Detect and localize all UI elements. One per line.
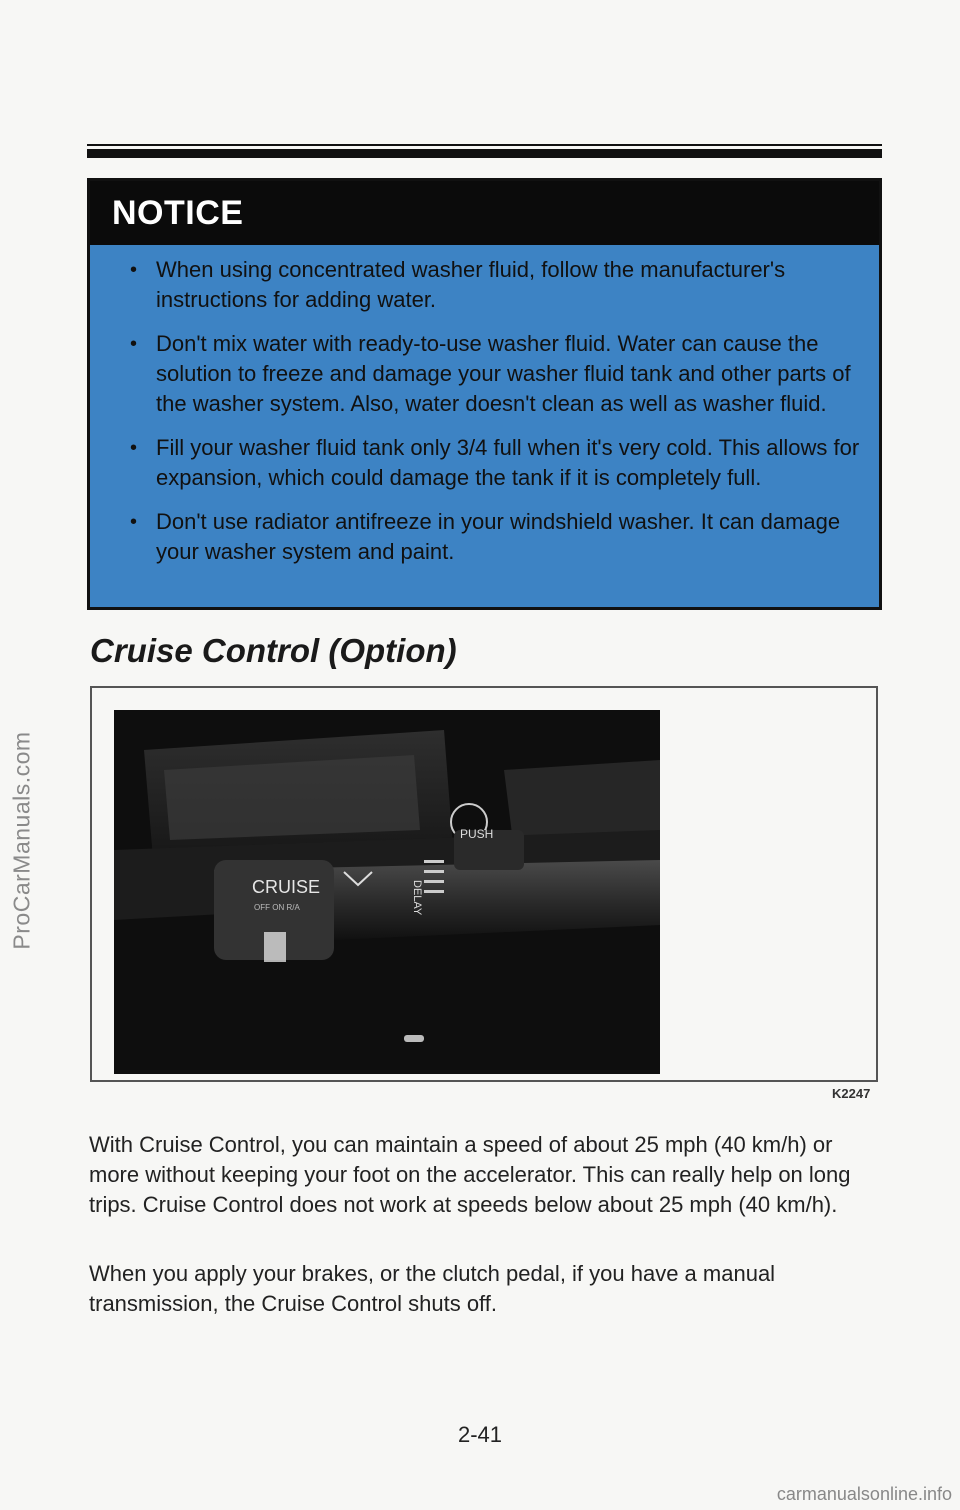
bullet-icon: • bbox=[130, 437, 138, 459]
body-paragraph-2: When you apply your brakes, or the clutch pedal, if you have a manual transmission, the Cruise Control shuts off. bbox=[89, 1261, 776, 1316]
push-label: PUSH bbox=[460, 827, 494, 841]
figure-frame bbox=[90, 686, 878, 1082]
notice-item-text: Don't mix water with ready-to-use washer fluid. Water can cause the solution to freeze and damage your washer fluid tank and other parts of the washer system. Also, water doesn't clean as well as washer fluid. bbox=[156, 331, 851, 416]
notice-title: NOTICE bbox=[90, 181, 879, 245]
top-rule bbox=[87, 149, 882, 158]
notice-item-text: Fill your washer fluid tank only 3/4 full when it's very cold. This allows for expansion, which could damage the tank if it is completely full. bbox=[156, 435, 860, 490]
stalk-illustration bbox=[114, 710, 660, 1074]
footer-link[interactable]: carmanualsonline.info bbox=[776, 1484, 952, 1504]
section-title: Cruise Control (Option) bbox=[90, 632, 457, 669]
notice-item bbox=[128, 507, 861, 567]
notice-box bbox=[87, 178, 882, 610]
bullet-icon: • bbox=[130, 333, 138, 355]
notice-item-text: Don't use radiator antifreeze in your windshield washer. It can damage your washer system and paint. bbox=[156, 509, 841, 564]
notice-item bbox=[128, 255, 861, 315]
top-rule-thin bbox=[87, 144, 882, 146]
page-number: 2-41 bbox=[457, 1422, 503, 1447]
notice-list bbox=[90, 245, 879, 567]
bullet-icon: • bbox=[130, 511, 138, 533]
cruise-sub-label: OFF ON R/A bbox=[254, 903, 300, 912]
bullet-icon: • bbox=[130, 259, 138, 281]
figure-code: K2247 bbox=[832, 1086, 871, 1101]
notice-item bbox=[128, 329, 861, 419]
notice-item bbox=[128, 433, 861, 493]
body-paragraph-1: With Cruise Control, you can maintain a speed of about 25 mph (40 km/h) or more without keeping your foot on the accelerator. This can really help on long trips. Cruise Control does not work at speeds below about 25 mph (40 km/h). bbox=[89, 1132, 851, 1217]
notice-item-text: When using concentrated washer fluid, follow the manufacturer's instructions for adding water. bbox=[156, 257, 786, 312]
watermark-text: ProCarManuals.com bbox=[8, 730, 35, 950]
cruise-control-stalk-photo bbox=[114, 710, 660, 1074]
delay-label: DELAY bbox=[411, 880, 423, 916]
side-watermark bbox=[4, 560, 40, 1120]
cruise-label: CRUISE bbox=[252, 877, 321, 897]
